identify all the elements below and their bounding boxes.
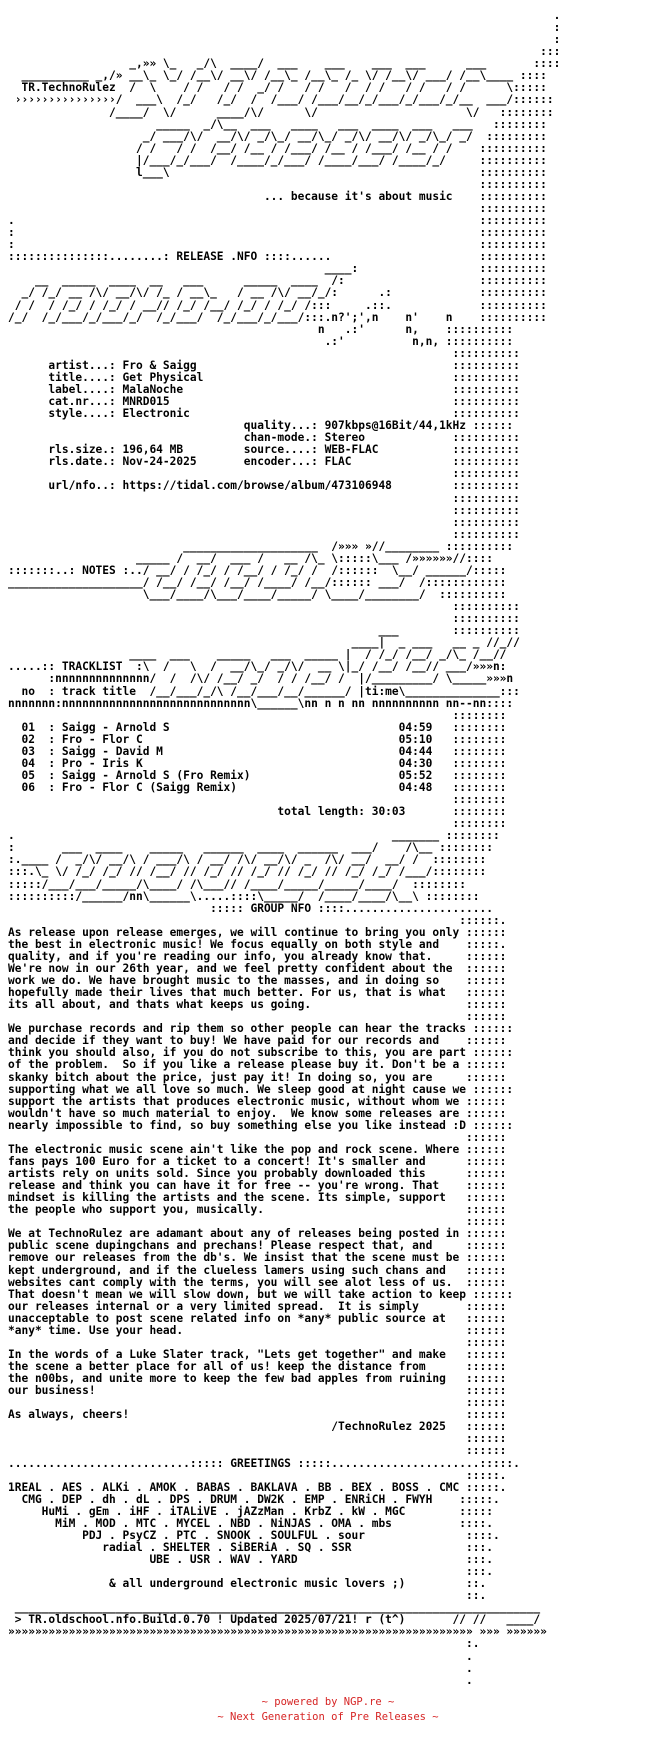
- footer-tagline: ~ Next Generation of Pre Releases ~: [217, 1711, 439, 1723]
- powered-by-link[interactable]: ~ powered by NGP.re ~: [261, 1696, 395, 1708]
- powered-by-footer: [0, 1695, 656, 1725]
- nfo-text-block: . : : ::: _,»» \_ _/\ ____/ ___ ___ ___ ___ ___ :::: __________ _,/» __\_ \_/ /__\/ __\/ /__\_ /__\_ /_ \/ /__\/ ___/ /__\____ :::: TR.TechnoRulez / \ / / / / _/ / / / / / / / / / / \::::: ›››››››››››››››/ ___\ /_/ /_/ / /___/ /___/__/_/___/_/___/_/__ ___/:::::: /____/ \/ ____/\/ \/ \/ :::::::: _____ _/\__ ___ ____ ___ ____ ___ ___ :::::::: _/ ___/\/ __/\/ _/\_/ __/\_/ _/\/ __/\/ _/\_/ _/ ::::::::: / / / / /__/ /__ / /___/ /__ / /___/ /__ / / :::::::::: |/___/_/___/ /____/_/___/ /____/___/ /____/_/ :::::::::: l___\ :::::::::: :::::::::: ... because it's about music :::::::::: :::::::::: . :::::::::: : :::::::::: : :::::::::: :::::::::::::::........: RELEASE .NFO ::::...... :::::::::: ____: :::::::::: __ _____ ____ __ ___ _____ ____ /: :::::::::: _/ /_/ __ /\/ __/\/ /_ / __\_ / __ /\/ __/_/: .: :::::::::: / / / /_/ / /_/ / __// /_/ /__/ /_/ / /_/ /::: .::. :::::::::: /_/ /_/___/_/___/_/ /_/___/ /_/___/_/___/:::.n?';',n n' n :::::::::: n .:' n, :::::::::: .:' n,n, :::::::::: :::::::::: artist...: Fro & Saigg :::::::::: title....: Get Physical :::::::::: label....: MalaNoche :::::::::: cat.nr...: MNRD015 :::::::::: style....: Electronic :::::::::: quality...: 907kbps@16Bit/44,1kHz :::::: chan-mode.: Stereo :::::::::: rls.size.: 196,64 MB source....: WEB-FLAC :::::::::: rls.date.: Nov-24-2025 encoder...: FLAC :::::::::: :::::::::: url/nfo..: https://tidal.com/browse/album/473106948 :::::::::: :::::::::: :::::::::: :::::::::: :::::::::: ____________________ /»»» »//________ :::::::::: _____ / __/ ___ / __ /\_ \:::::\___ /»»»»»»//:::: :::::::..: NOTES :../ __/ / /_/ / /__/ / /_/ / /:::::: \__/ ______/::::: ____________________/ /__/ /__/ /__/ /____/ /__/:::::: ___/ /:::::::::::: \___/____/\___/____/_____/ \____/________/ :::::::::: :::::::::: :::::::::: ___ :::::::::: ____| _ ___ __ _ //_// ____ ___ _____ ___ _____ | / /_/ /__/ _/\_ /__// .....:: TRACKLIST :\ / \ / __/\_/ _/\/ __ \|_/ /__/ /__// ___/»»»n: :nnnnnnnnnnnnnn/ / /\/ /__/ _/ / / /__/ / |/_________/ \_____»»»n no : track title /__/___/_/\ /__/___/__/______/ |ti:me\______________::: nnnnnnn:nnnnnnnnnnnnnnnnnnnnnnnnnnnn\______\nn n n nn nnnnnnnnnn nn--nn:::: :::::::: 01 : Saigg - Arnold S 04:59 :::::::: 02 : Fro - Flor C 05:10 :::::::: 03 : Saigg - David M 04:44 :::::::: 04 : Pro - Iris K 04:30 :::::::: 05 : Saigg - Arnold S (Fro Remix) 05:52 :::::::: 06 : Fro - Flor C (Saigg Remix) 04:48 :::::::: :::::::: total length: 30:03 :::::::: :::::::: . _______ :::::::: : ___ ____ _____ ______ ____ ______ ___/ /\__ :::::::: :.____ / _/\/ __/\ / ___/\ / __/ /\/ __/\/ _ /\/ __/ __/ / :::::::: :::.\_ \/ /_/ /_/ // /__/ // /_/ // /_/ // /_/ // /_/ /_/ /___/:::::::: :::::/___/___/_____/\____/ /\___// /____/_____/_____/____/ :::::::: ::::::::::/______/nn\______\.....::::\_____/ /____/____/\__\ :::::::: ::::: GROUP NFO ::::...................... ::::::. As release upon release emerges, we will continue to bring you only :::::: the best in electronic music! We focus equally on both style and :::::. quality, and if you're reading our info, you already know that. :::::: We're now in our 26th year, and we feel pretty confident about the :::::: work we do. We have brought music to the masses, and in doing so :::::: hopefully made their lives that much better. For us, that is what :::::: its all about, and thats what keeps us going. :::::: :::::: We purchase records and rip them so other people can hear the tracks :::::: and decide if they want to buy! We have paid for our records and :::::: think you should also, if you do not subscribe to this, you are part :::::: of the problem. So if you like a release please buy it. Don't be a :::::: skanky bitch about the price, just pay it! In doing so, you are :::::: supporting what we all love so much. We sleep good at night cause we :::::: support the artists that produces electronic music, without whom we :::::: wouldn't have so much material to enjoy. We know some releases are :::::: nearly impossible to find, so buy something else you like instead :D :::::: :::::: The electronic music scene ain't like the pop and rock scene. Where :::::: fans pays 100 Euro for a ticket to a concert! It's smaller and :::::: artists rely on units sold. Since you probably downloaded this :::::: release and think you can have it for free -- you're wrong. That :::::: mindset is killing the artists and the scene. Its simple, support :::::: the people who support you, musically. :::::: :::::: We at TechnoRulez are adamant about any of releases being posted in :::::: public scene dupingchans and prechans! Please respect that, and :::::: remove our releases from the db's. We insist that the scene must be :::::: kept underground, and if the clueless lamers using such chans and :::::: websites cant comply with the terms, you will see alot less of us. :::::: That doesn't mean we will slow down, but we will take action to keep :::::: our releases internal or a very limited spread. It is simply :::::: unacceptable to post scene related info on *any* public source at :::::: *any* time. Use your head. :::::: :::::: In the words of a Luke Slater track, "Lets get together" and make :::::: the scene a better place for all of us! keep the distance from :::::: the n00bs, and unite more to keep the few bad apples from ruining :::::: our business! :::::: :::::: As always, cheers! :::::: /TechnoRulez 2025 :::::: :::::: :::::: ...........................::::: GREETINGS :::::......................:::::. :::::. 1REAL . AES . ALKi . AMOK . BABAS . BAKLAVA . BB . BEX . BOSS . CMC :::::. CMG . DEP . dh . dL . DPS . DRUM . DW2K . EMP . ENRiCH . FWYH :::::. HuMi . gEm . iHF . iTALiVE . jAZzMan . KrbZ . kW . MGC ::::: MiM . MOD . MTC . MYCEL . NBD . NiNJAS . OMA . mbs ::::. PDJ . PsyCZ . PTC . SNOOK . SOULFUL . sour ::::. radial . SHELTER . SiBERiA . SQ . SSR :::. UBE . USR . WAV . YARD :::. :::. & all underground electronic music lovers ;) ::. ::. ______________________________________________________________________________ > TR.oldschool.nfo.Build.0.70 ! Updated 2025/07/21! r (t^) // // ____/ »»»»»»»»»»»»»»»»»»»»»»»»»»»»»»»»»»»»»»»»»»»»»»»»»»»»»»»»»»»»»»»»»»»»» »»» »»»»»» :. . . .: [8, 9, 561, 1687]
